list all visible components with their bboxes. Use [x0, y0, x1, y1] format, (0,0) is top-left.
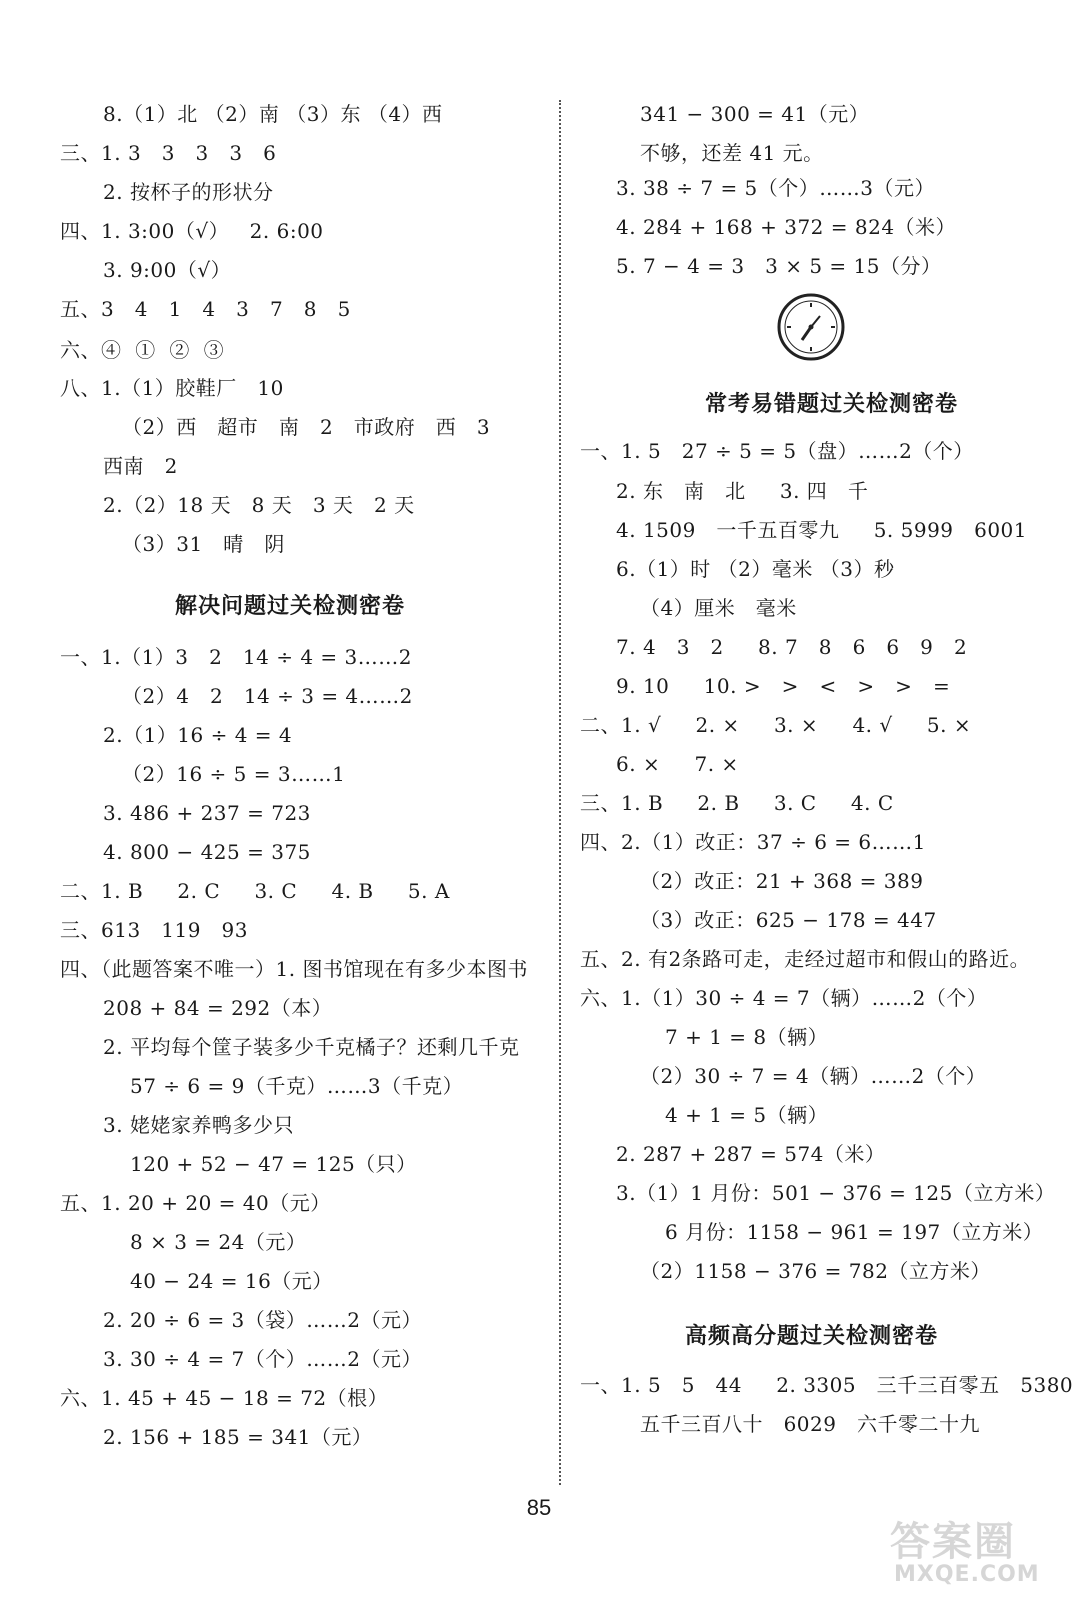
answer-line: 3.（1）1 月份：501 − 376 = 125（立方米） [616, 1181, 1056, 1205]
answer-line: 40 − 24 = 16（元） [130, 1269, 333, 1293]
answer-line: 9. 10 10. > > < > > = [616, 674, 951, 698]
answer-line: 3. 486 + 237 = 723 [103, 801, 311, 825]
answer-line: 六、1.（1）30 ÷ 4 = 7（辆）……2（个） [580, 986, 988, 1010]
answer-line: （2）30 ÷ 7 = 4（辆）……2（个） [640, 1064, 987, 1088]
answer-line: 57 ÷ 6 = 9（千克）……3（千克） [130, 1074, 464, 1098]
answer-line: 四、2.（1）改正：37 ÷ 6 = 6……1 [580, 830, 926, 854]
answer-line: 一、1. 5 5 44 2. 3305 三千三百零五 5380 [580, 1373, 1074, 1397]
answer-line: 五、2. 有2条路可走，走经过超市和假山的路近。 [580, 947, 1031, 971]
answer-line: 2.（2）18 天 8 天 3 天 2 天 [103, 493, 415, 517]
answer-line: 3. 30 ÷ 4 = 7（个）……2（元） [103, 1347, 423, 1371]
column-divider [559, 100, 561, 1485]
answer-line: 三、1. B 2. B 3. C 4. C [580, 791, 894, 815]
page-number: 85 [526, 1495, 552, 1520]
answer-line: 341 − 300 = 41（元） [640, 102, 870, 126]
answer-line: 3. 姥姥家养鸭多少只 [103, 1113, 294, 1137]
answer-line: 三、613 119 93 [60, 918, 248, 942]
answer-line: 2. 东 南 北 3. 四 千 [616, 479, 869, 503]
answer-line: 2. 按杯子的形状分 [103, 180, 274, 204]
answer-line: 五千三百八十 6029 六千零二十九 [640, 1412, 981, 1436]
answer-line: 四、（此题答案不唯一）1. 图书馆现在有多少本图书 [60, 957, 528, 981]
answer-line: （2）1158 − 376 = 782（立方米） [640, 1259, 991, 1283]
answer-line: （3）改正：625 − 178 = 447 [640, 908, 937, 932]
answer-line: 3. 38 ÷ 7 = 5（个）……3（元） [616, 176, 936, 200]
answer-line: 不够，还差 41 元。 [640, 141, 824, 165]
answer-line: 八、1.（1）胶鞋厂 10 [60, 376, 284, 400]
answer-line: 5. 7 − 4 = 3 3 × 5 = 15（分） [616, 254, 942, 278]
answer-line: （3）31 晴 阴 [122, 532, 285, 556]
answer-line: 4. 800 − 425 = 375 [103, 840, 311, 864]
answer-line: 2.（1）16 ÷ 4 = 4 [103, 723, 293, 747]
answer-line: （2）16 ÷ 5 = 3……1 [122, 762, 346, 786]
answer-line: 六、1. 45 + 45 − 18 = 72（根） [60, 1386, 389, 1410]
answer-line: 4. 1509 一千五百零九 5. 5999 6001 [616, 518, 1028, 542]
answer-line: 2. 156 + 185 = 341（元） [103, 1425, 373, 1449]
answer-line: 西南 2 [103, 454, 178, 478]
answer-line: 二、1. √ 2. × 3. × 4. √ 5. × [580, 713, 972, 737]
answer-line: 2. 287 + 287 = 574（米） [616, 1142, 886, 1166]
answer-line: 五、1. 20 + 20 = 40（元） [60, 1191, 331, 1215]
answer-line: 六、④ ① ② ③ [60, 338, 225, 362]
watermark-url: MXQE.COM [894, 1562, 1040, 1587]
answer-line: 6. × 7. × [616, 752, 739, 776]
answer-line: 120 + 52 − 47 = 125（只） [130, 1152, 417, 1176]
answer-line: （2）西 超市 南 2 市政府 西 3 [122, 415, 491, 439]
section-heading: 常考易错题过关检测密卷 [705, 392, 959, 417]
answer-line: 四、1. 3:00（√） 2. 6:00 [60, 219, 324, 243]
answer-line: 五、3 4 1 4 3 7 8 5 [60, 297, 351, 321]
section-heading: 高频高分题过关检测密卷 [685, 1324, 939, 1349]
answer-line: 7 + 1 = 8（辆） [665, 1025, 829, 1049]
answer-line: 二、1. B 2. C 3. C 4. B 5. A [60, 879, 450, 903]
answer-line: 2. 平均每个筐子装多少千克橘子？还剩几千克 [103, 1035, 520, 1059]
answer-line: （4）厘米 毫米 [640, 596, 797, 620]
answer-line: 4 + 1 = 5（辆） [665, 1103, 829, 1127]
watermark-logo [880, 1510, 1070, 1595]
answer-line: 7. 4 3 2 8. 7 8 6 6 9 2 [616, 635, 968, 659]
answer-line: 3. 9:00（√） [103, 258, 232, 282]
answer-line: 8 × 3 = 24（元） [130, 1230, 307, 1254]
answer-line: 6.（1）时 （2）毫米 （3）秒 [616, 557, 895, 581]
section-heading: 解决问题过关检测密卷 [175, 594, 406, 619]
answer-line: （2）改正：21 + 368 = 389 [640, 869, 924, 893]
answer-line: 一、1.（1）3 2 14 ÷ 4 = 3……2 [60, 645, 412, 669]
clock-icon [776, 292, 846, 362]
answer-line: 4. 284 + 168 + 372 = 824（米） [616, 215, 957, 239]
answer-line: （2）4 2 14 ÷ 3 = 4……2 [122, 684, 413, 708]
answer-line: 8.（1）北 （2）南 （3）东 （4）西 [103, 102, 443, 126]
watermark-text: 答案圈 [890, 1519, 1016, 1565]
answer-line: 2. 20 ÷ 6 = 3（袋）……2（元） [103, 1308, 423, 1332]
answer-line: 6 月份：1158 − 961 = 197（立方米） [665, 1220, 1044, 1244]
answer-line: 208 + 84 = 292（本） [103, 996, 333, 1020]
answer-line: 三、1. 3 3 3 3 6 [60, 141, 277, 165]
answer-line: 一、1. 5 27 ÷ 5 = 5（盘）……2（个） [580, 439, 974, 463]
